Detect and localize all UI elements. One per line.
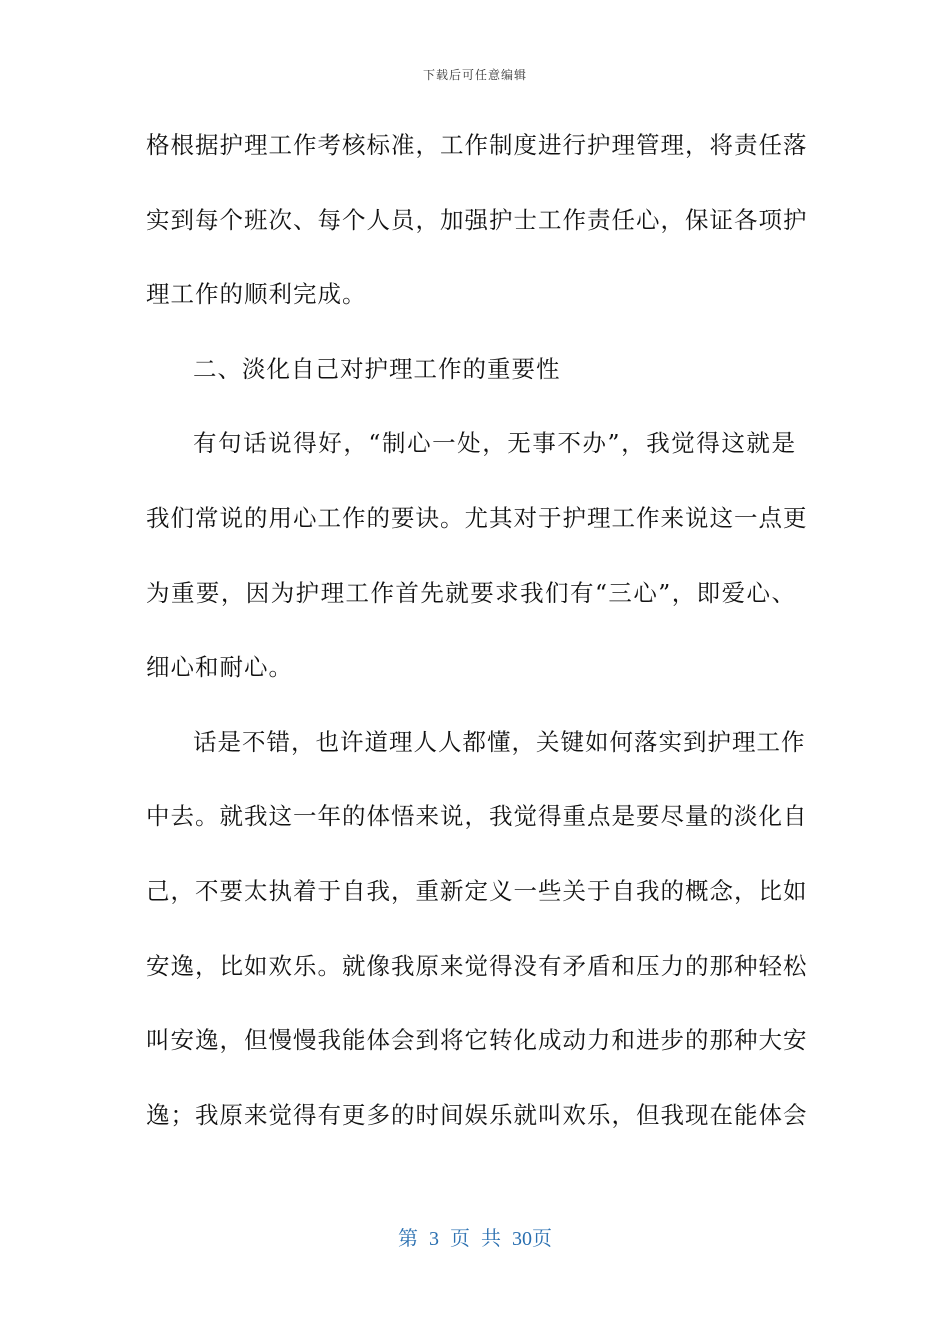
text-line: 逸；我原来觉得有更多的时间娱乐就叫欢乐，但我现在能体会 <box>146 1100 808 1129</box>
header-note: 下载后可任意编辑 <box>422 68 527 82</box>
page-number: 第 3 页 共 30页 <box>398 1228 552 1250</box>
text-line: 为重要，因为护理工作首先就要求我们有“三心”，即爱心、 <box>146 578 796 607</box>
text-line: 格根据护理工作考核标准，工作制度进行护理管理，将责任落 <box>146 131 808 159</box>
text-line: 有句话说得好，“制心一处，无事不办”，我觉得这就是 <box>193 429 796 458</box>
text-line: 实到每个班次、每个人员，加强护士工作责任心，保证各项护 <box>146 205 808 234</box>
text-line: 叫安逸，但慢慢我能体会到将它转化成动力和进步的那种大安 <box>146 1026 808 1055</box>
text-line: 理工作的顺利完成。 <box>146 280 367 309</box>
text-line: 话是不错，也许道理人人都懂，关键如何落实到护理工作 <box>193 727 806 756</box>
text-line: 安逸，比如欢乐。就像我原来觉得没有矛盾和压力的那种轻松 <box>146 951 808 980</box>
document-body <box>146 118 808 1162</box>
text-line: 中去。就我这一年的体悟来说，我觉得重点是要尽量的淡化自 <box>146 802 808 831</box>
text-line: 我们常说的用心工作的要诀。尤其对于护理工作来说这一点更 <box>146 503 808 532</box>
section-heading: 二、淡化自己对护理工作的重要性 <box>193 354 561 383</box>
text-line: 细心和耐心。 <box>146 653 293 682</box>
text-line: 己，不要太执着于自我，重新定义一些关于自我的概念，比如 <box>146 876 808 905</box>
